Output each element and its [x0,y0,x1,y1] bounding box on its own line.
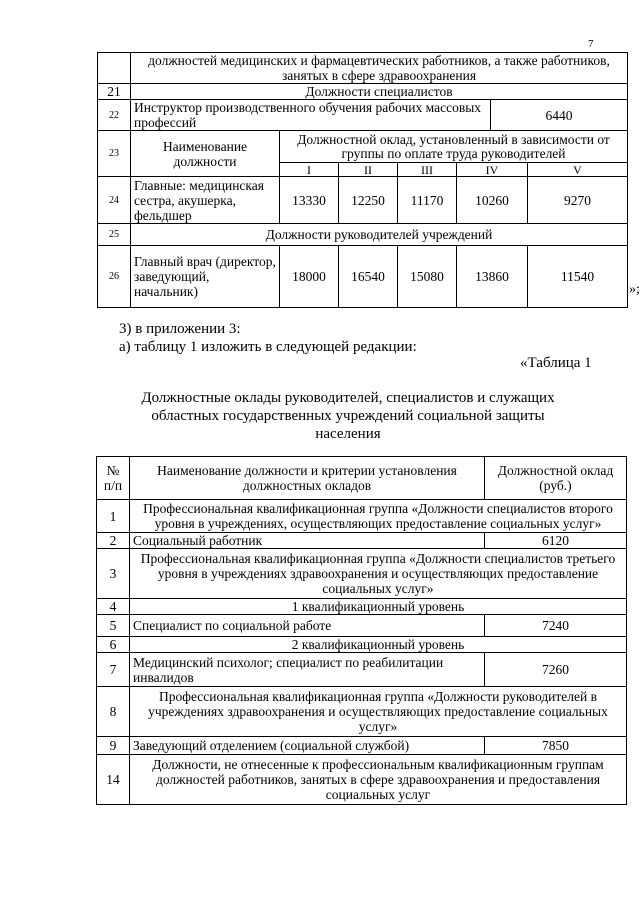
table-row [98,100,628,131]
salary-value: 13860 [457,246,528,308]
table-row [97,637,627,653]
group-header: V [528,163,628,177]
item-a: а) таблицу 1 изложить в следующей редакции: [119,339,417,355]
level-header: 2 квалификационный уровень [130,637,627,653]
table-row [97,615,627,637]
row-number: 9 [97,737,130,755]
group-header: III [398,163,457,177]
column-header-salary: Должностной оклад, установленный в зависимости от группы по оплате труда руководителей [280,131,628,163]
position-name: Медицинский психолог; специалист по реабилитации инвалидов [130,653,485,687]
row-number: 6 [97,637,130,653]
salary-value: 7240 [485,615,627,637]
row-number: 2 [97,533,130,549]
salary-value: 7260 [485,653,627,687]
row-number: 23 [98,131,131,177]
salary-value: 13330 [280,177,339,224]
header-number: № п/п [97,457,130,500]
row-number: 21 [98,84,131,100]
group-header: Профессиональная квалификационная группа «Должности руководителей в учреждениях здравоохранения и осуществляющих предоставление социальных услуг» [130,687,627,737]
table-label: «Таблица 1 [520,355,592,371]
table-row [97,599,627,615]
row-number: 3 [97,549,130,599]
salary-table-continued [97,52,628,308]
position-name: Главные: медицинская сестра, акушерка, фельдшер [131,177,280,224]
row-number: 14 [97,755,130,805]
table-row [97,737,627,755]
level-header: 1 квалификационный уровень [130,599,627,615]
row-number: 5 [97,615,130,637]
table-row [98,246,628,308]
position-name: Заведующий отделением (социальной службой) [130,737,485,755]
salary-value: 10260 [457,177,528,224]
position-name: Главный врач (директор, заведующий, начальник) [131,246,280,308]
salary-value: 12250 [339,177,398,224]
salary-value: 7850 [485,737,627,755]
row-number: 24 [98,177,131,224]
row-number: 22 [98,100,131,131]
salary-value: 9270 [528,177,628,224]
column-header-name: Наименование должности [131,131,280,177]
table-row [97,500,627,533]
salary-value: 11540 [528,246,628,308]
table-row [98,177,628,224]
table-row [98,53,628,84]
section-header: Должности руководителей учреждений [131,224,628,246]
row-number: 26 [98,246,131,308]
table-row [97,653,627,687]
group-header: Профессиональная квалификационная группа «Должности специалистов третьего уровня в учреждениях здравоохранения и осуществляющих предоставление социальных услуг» [130,549,627,599]
position-name: Инструктор производственного обучения рабочих массовых профессий [131,100,491,131]
table-row [98,224,628,246]
row-number: 25 [98,224,131,246]
table-row [97,533,627,549]
row-number: 4 [97,599,130,615]
item-3: 3) в приложении 3: [119,321,241,337]
salary-value: 6440 [491,100,628,131]
table-row [97,687,627,737]
table-title: Должностные оклады руководителей, специалистов и служащих областных государственных учреждений социальной защиты населения [141,390,555,442]
salary-value: 6120 [485,533,627,549]
header-position: Наименование должности и критерии установления должностных окладов [130,457,485,500]
group-header: IV [457,163,528,177]
table-row [97,755,627,805]
group-header: Профессиональная квалификационная группа «Должности специалистов второго уровня в учреждениях, осуществляющих предоставление социальных услуг» [130,500,627,533]
group-header: I [280,163,339,177]
header-salary: Должностной оклад (руб.) [485,457,627,500]
table-row [98,131,628,163]
salary-value: 15080 [398,246,457,308]
table-row [98,84,628,100]
closing-quote: »; [629,282,640,297]
continued-header-cell: должностей медицинских и фармацевтических работников, а также работников, занятых в сфере здравоохранения [131,53,628,84]
salary-value: 18000 [280,246,339,308]
row-number: 8 [97,687,130,737]
table-row [97,549,627,599]
salary-value: 16540 [339,246,398,308]
row-number: 7 [97,653,130,687]
salary-value: 11170 [398,177,457,224]
position-name: Социальный работник [130,533,485,549]
group-header: Должности, не отнесенные к профессиональным квалификационным группам должностей работников, занятых в сфере здравоохранения и предоставления социальных услуг [130,755,627,805]
row-number: 1 [97,500,130,533]
group-header: II [339,163,398,177]
position-name: Специалист по социальной работе [130,615,485,637]
table-row [97,457,627,500]
page-number: 7 [588,38,594,50]
social-protection-salary-table [96,456,627,805]
section-header: Должности специалистов [131,84,628,100]
